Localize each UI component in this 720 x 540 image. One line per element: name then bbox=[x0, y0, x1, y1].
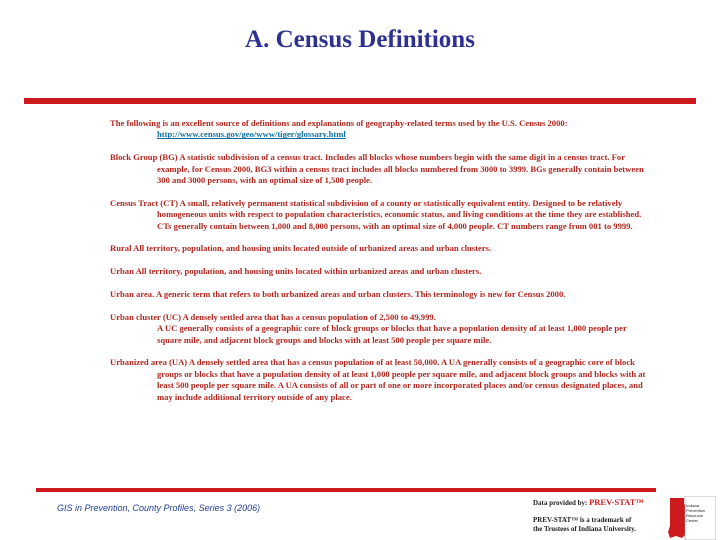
logo-line: Prevention bbox=[686, 508, 706, 513]
definition-subtext: A UC generally consists of a geographic core of block groups or blocks that have a population density of at least 1,000 people per square mile, and adjacent block groups and blocks with at least 500 people per square mile. bbox=[157, 323, 627, 345]
definition-term: Block Group (BG) bbox=[110, 152, 178, 163]
intro-paragraph bbox=[110, 118, 650, 141]
definition-urban-area bbox=[110, 289, 650, 300]
definition-term: Urban area. bbox=[110, 289, 155, 300]
logo-caption bbox=[686, 503, 718, 523]
trademark-line-1: PREV-STAT™ is a trademark of bbox=[533, 516, 632, 524]
data-credit bbox=[533, 498, 663, 534]
definition-text: A generic term that refers to both urbanized areas and urban clusters. This terminology is new for Census 2000. bbox=[155, 289, 566, 300]
definition-urban bbox=[110, 266, 650, 277]
provided-by-label: Data provided by: bbox=[533, 499, 590, 507]
logo-line: Center bbox=[686, 518, 699, 523]
definition-term: Urban cluster (UC) bbox=[110, 311, 181, 322]
slide-title: A. Census Definitions bbox=[245, 26, 475, 53]
definition-urbanized-area bbox=[110, 357, 650, 403]
definition-rural bbox=[110, 243, 650, 254]
definition-text: All territory, population, and housing units located outside of urbanized areas and urban clusters. bbox=[133, 243, 492, 254]
brand-name: PREV-STAT™ bbox=[589, 497, 644, 507]
definition-text: A densely settled area that has a census population of at least 50,000. A UA generally consists of a geographic core of block groups or blocks that have a population density of at least 1,000 people per square mile, and adjacent block groups and blocks with at least 500 people per square mile. A UA consists of all or part of one or more incorporated places and/or census designated places, and may include additional territory outside of any place. bbox=[157, 357, 646, 402]
definition-block-group bbox=[110, 152, 650, 186]
bottom-divider bbox=[36, 488, 656, 492]
logo-line: Resource bbox=[686, 513, 704, 518]
glossary-link[interactable]: http://www.census.gov/geo/www/tiger/glossary.html bbox=[157, 129, 346, 140]
logo-line: Indiana bbox=[686, 503, 700, 508]
definition-census-tract bbox=[110, 198, 650, 232]
definition-text: A densely settled area that has a census population of 2,500 to 49,999. bbox=[182, 311, 436, 322]
definition-term: Rural bbox=[110, 243, 132, 254]
definition-term: Census Tract (CT) bbox=[110, 197, 178, 208]
definition-text: A small, relatively permanent statistical subdivision of a county or statistically equivalent entity. Designed to be relatively homogeneous units with respect to population characteristics, economic status, and living conditions at the time they are established. CTs generally contain between 1,000 and 8,000 persons, with an optimal size of 4,000 people. CT numbers range from 001 to 9999. bbox=[157, 197, 642, 231]
definition-term: Urbanized area (UA) bbox=[110, 357, 188, 368]
intro-text: The following is an excellent source of definitions and explanations of geography-related terms used by the U.S. Census 2000: bbox=[110, 118, 568, 128]
series-caption: GIS in Prevention, County Profiles, Series 3 (2006) bbox=[57, 503, 261, 513]
definition-text: All territory, population, and housing units located within urbanized areas and urban clusters. bbox=[135, 266, 482, 277]
definition-term: Urban bbox=[110, 266, 134, 277]
definition-text: A statistic subdivision of a census tract. Includes all blocks whose numbers begin with the same digit in a census tract. For example, for Census 2000, BG3 within a census tract includes all blocks numbered from 3000 to 3999. BGs generally contain between 300 and 3000 persons, with an optimal size of 1,500 people. bbox=[157, 152, 644, 186]
trademark-line-2: the Trustees of Indiana University. bbox=[533, 525, 636, 533]
definitions-content bbox=[110, 118, 650, 414]
top-divider bbox=[24, 98, 696, 104]
definition-urban-cluster bbox=[110, 312, 650, 346]
